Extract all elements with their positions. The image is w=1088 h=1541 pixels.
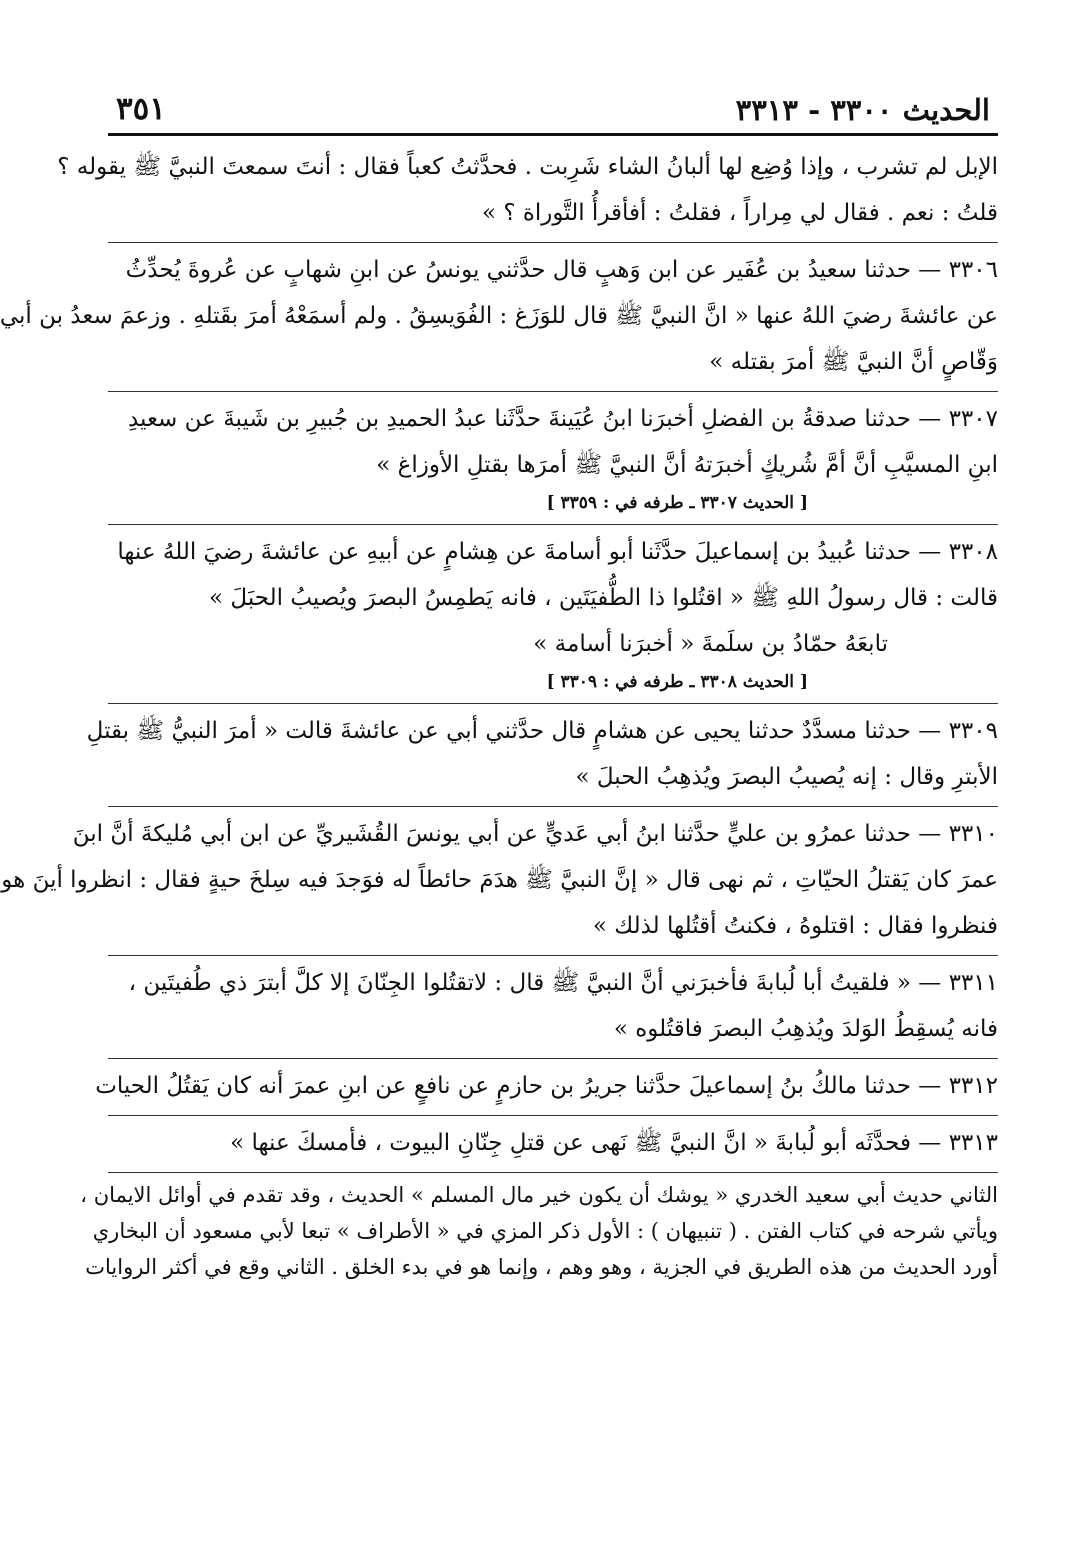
hadith-block — [57, 144, 998, 236]
hadith-block — [108, 396, 998, 518]
text-line: عمرَ كان يَقتلُ الحيّاتِ ، ثم نهى قال « إنَّ النبيَّ ﷺ هدَمَ حائطاً له فوَجدَ فيه سِلخَ حيةٍ فقال : انظروا أينَ هو — [1, 867, 998, 893]
hadith-block — [95, 1063, 998, 1109]
text-line: الأبترِ وقال : إنه يُصيبُ البصرَ ويُذهِبُ الحبلَ » — [575, 764, 998, 790]
hadith-block — [86, 708, 998, 800]
divider — [108, 703, 998, 704]
text-line: وَقّاصٍ أنَّ النبيَّ ﷺ أمرَ بقتله » — [709, 349, 998, 375]
text-line: فنظروا فقال : اقتلوهُ ، فكنتُ أقتُلها لذلك » — [592, 913, 998, 939]
hadith-block — [108, 529, 998, 697]
hadith-block — [0, 247, 998, 385]
page-header — [108, 85, 998, 136]
divider — [108, 524, 998, 525]
divider — [108, 955, 998, 956]
cross-reference: [ الحديث ٣٣٠٧ ـ طرفه في : ٣٣٥٩ ] — [546, 493, 808, 513]
commentary-line: الثاني حديث أبي سعيد الخدري « يوشك أن يكون خير مال المسلم » الحديث ، وقد تقدم في أوائل الايمان ، — [80, 1183, 998, 1207]
commentary-line: ويأتي شرحه في كتاب الفتن . ( تنبيهان ) : الأول ذكر المزي في « الأطراف » تبعا لأبي مسعود أن البخاري — [92, 1219, 998, 1243]
text-line: ٣٣١٢ — حدثنا مالكُ بنُ إسماعيلَ حدَّثنا جريرُ بن حازمٍ عن نافعٍ عن ابنِ عمرَ أنه كان يَقتُلُ الحيات — [95, 1073, 998, 1099]
text-line: ٣٣٠٨ — حدثنا عُبيدُ بن إسماعيلَ حدَّثَنا أبو أسامةَ عن هِشامٍ عن أبيهِ عن عائشةَ رضيَ اللهُ عنها — [117, 539, 998, 565]
divider — [108, 1115, 998, 1116]
divider — [108, 1172, 998, 1173]
text-line: ٣٣٠٧ — حدثنا صدقةُ بن الفضلِ أخبرَنا ابنُ عُيَينةَ حدَّثَنا عبدُ الحميدِ بن جُبيرِ بن شَيبةَ عن سعيدِ — [127, 406, 998, 432]
hadith-body — [0, 136, 998, 1173]
hadith-block — [108, 960, 998, 1052]
text-line: قلتُ : نعم . فقال لي مِراراً ، فقلتُ : أفأقرأُ التَّوراة ؟ » — [481, 200, 998, 226]
mutaba-line: تابعَهُ حمّادُ بن سلَمةَ « أخبرَنا أسامة » — [533, 631, 888, 657]
commentary — [80, 1177, 998, 1285]
text-line: ٣٣١١ — « فلقيتُ أبا لُبابةَ فأخبرَني أنَّ النبيَّ ﷺ قال : لاتقتُلوا الجِنّانَ إلا كلَّ أبترَ ذي طُفيتَين ، — [128, 970, 998, 996]
text-line: فانه يُسقِطُ الوَلدَ ويُذهِبُ البصرَ فاقتُلوه » — [613, 1016, 998, 1042]
text-line: قالت : قال رسولُ اللهِ ﷺ « اقتُلوا ذا الطُّفيَتَين ، فانه يَطمِسُ البصرَ ويُصيبُ الحبَلَ » — [209, 585, 998, 611]
divider — [108, 242, 998, 243]
divider — [108, 806, 998, 807]
hadith-block — [108, 1120, 998, 1166]
page — [0, 85, 998, 1285]
hadith-block — [1, 811, 998, 949]
cross-reference: [ الحديث ٣٣٠٨ ـ طرفه في : ٣٣٠٩ ] — [546, 672, 808, 692]
commentary-line: أورد الحديث من هذه الطريق في الجزية ، وهو وهم ، وإنما هو في بدء الخلق . الثاني وقع في أكثر الروايات — [85, 1255, 998, 1279]
text-line: ٣٣٠٦ — حدثنا سعيدُ بن عُفَير عن ابن وَهبٍ قال حدَّثني يونسُ عن ابنِ شهابٍ عن عُروةَ يُحدِّثُ — [125, 257, 998, 283]
text-line: ٣٣٠٩ — حدثنا مسدَّدٌ حدثنا يحيى عن هشامٍ قال حدَّثني أبي عن عائشةَ قالت « أمرَ النبيُّ ﷺ بقتلِ — [86, 718, 998, 744]
divider — [108, 1058, 998, 1059]
text-line: ابنِ المسيَّبِ أنَّ أمَّ شُريكٍ أخبرَتهُ أنَّ النبيَّ ﷺ أمرَها بقتلِ الأوزاغ » — [376, 452, 998, 478]
text-line: الإبل لم تشرب ، وإذا وُضِع لها ألبانُ الشاء شَرِبت . فحدَّثتُ كعباً فقال : أنتَ سمعتَ النبيَّ ﷺ يقوله ؟ — [57, 154, 998, 180]
page-number: ٣٥١ — [116, 91, 166, 127]
divider — [108, 391, 998, 392]
text-line: ٣٣١٠ — حدثنا عمرُو بن عليٍّ حدَّثنا ابنُ أبي عَديٍّ عن أبي يونسَ القُشَيريِّ عن ابن أبي مُليكةَ أنَّ ابنَ — [72, 821, 998, 847]
header-title: الحديث ٣٣٠٠ - ٣٣١٣ — [735, 93, 990, 127]
text-line: عن عائشةَ رضيَ اللهُ عنها « انَّ النبيَّ ﷺ قال للوَزَغ : الفُوَيسِقُ . ولم أسمَعْهُ أمرَ بقَتلهِ . وزعمَ سعدُ بن أبي — [0, 303, 998, 329]
text-line: ٣٣١٣ — فحدَّثَه أبو لُبابةَ « انَّ النبيَّ ﷺ نَهى عن قتلِ جِنّانِ البيوت ، فأمسكَ عنها » — [230, 1130, 998, 1156]
